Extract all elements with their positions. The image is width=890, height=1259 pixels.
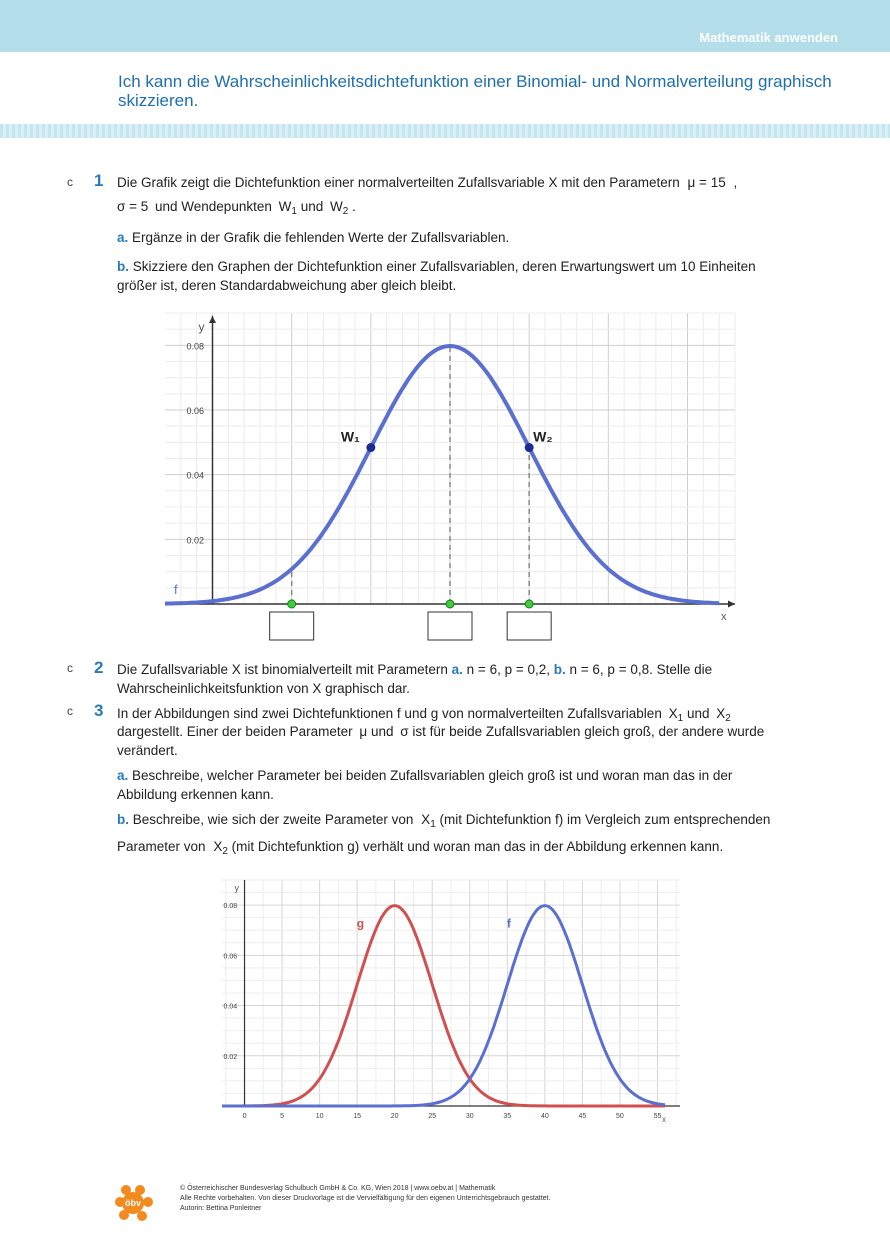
task3-b-x1: X	[421, 812, 431, 827]
task3-number: 3	[94, 701, 104, 720]
x-tick-label: 15	[353, 1113, 362, 1120]
task1-b-label: b.	[117, 259, 129, 274]
y-axis-label: y	[198, 320, 205, 334]
y-axis-arrow	[209, 316, 216, 323]
task1-a-text: Ergänze in der Grafik die fehlenden Werte der Zufallsvariablen.	[132, 230, 510, 245]
task1-und: und	[300, 199, 324, 214]
learning-goal: Ich kann die Wahrscheinlichkeitsdichtefunktion einer Binomial- und Normalverteilung graphisch skizzieren.	[118, 72, 832, 110]
task1-a	[117, 228, 817, 247]
curve-f-label: f	[506, 916, 511, 931]
answer-box	[507, 612, 551, 640]
x-tick-label: 55	[653, 1113, 662, 1120]
x-axis-label: x	[662, 1115, 666, 1124]
x-tick-label: 5	[280, 1113, 285, 1120]
x-tick-label: 40	[540, 1113, 549, 1120]
task2-b-label: b.	[553, 662, 566, 677]
task1-b-text: Skizziere den Graphen der Dichtefunktion einer Zufallsvariablen, deren Erwartungswert um 10 Einheiten größer ist, deren Standardabweichung aber gleich bleibt.	[117, 259, 756, 293]
task3-x2-sub: 2	[725, 713, 731, 724]
task3-sigma: σ	[400, 724, 409, 739]
y-tick-label: 0.04	[223, 1003, 238, 1011]
y-tick-label: 0.06	[186, 406, 205, 416]
task1-intro	[117, 173, 817, 192]
y-tick-label: 0.04	[186, 470, 205, 481]
task1-und-wende: und Wendepunkten	[155, 199, 272, 214]
curve-g-label: g	[356, 916, 365, 931]
task3-b-x1-sub: 1	[430, 819, 436, 830]
y-axis-label: y	[234, 883, 240, 893]
task3-line2b: ist für beide Zufallsvariablen gleich groß, der andere wurde verändert.	[117, 724, 765, 758]
footer-line1: © Österreichischer Bundesverlag Schulbuch GmbH & Co. KG, Wien 2018 | www.oebv.at | Mathematik	[180, 1185, 496, 1192]
task3-x1-sub: 1	[677, 713, 684, 724]
task3-a-text: Beschreibe, welcher Parameter bei beiden Zufallsvariablen gleich groß ist und woran man das in der Abbildung erkennen kann.	[117, 768, 733, 802]
footer-line2: Alle Rechte vorbehalten. Von dieser Druckvorlage ist die Vervielfältigung für den eigenen Unterrichtsgebrauch gestattet.	[180, 1195, 551, 1202]
task2-text1: Die Zufallsvariable X ist binomialverteilt mit Parametern	[117, 662, 448, 677]
task3-und: und	[686, 706, 710, 721]
x-tick-label: 45	[578, 1113, 587, 1120]
task3-x2: X	[716, 706, 726, 721]
x-tick-label: 10	[315, 1113, 324, 1120]
task3-mu: μ	[359, 724, 368, 739]
footer	[180, 1184, 550, 1214]
normal-density-chart	[160, 308, 740, 648]
x-tick-label: 0	[242, 1113, 247, 1120]
task2-a-text: n = 6, p = 0,2,	[466, 662, 550, 677]
task1-w1-sub: 1	[291, 206, 297, 217]
x-axis-arrow	[728, 601, 735, 608]
task1-w2: W	[330, 199, 343, 214]
logo-text: öbv	[124, 1198, 142, 1208]
x-marker	[446, 600, 454, 608]
section-title: Mathematik anwenden	[699, 30, 838, 45]
task1-a-label: a.	[117, 230, 129, 245]
task3-b-x2-sub: 2	[222, 846, 228, 857]
task1-sigma: σ = 5	[117, 199, 149, 214]
y-tick-label: 0.02	[186, 535, 205, 546]
task2-text	[117, 660, 757, 698]
task3-b-text2: (mit Dichtefunktion f) im Vergleich zum entsprechenden Parameter von	[117, 812, 771, 854]
task3-b-text3: (mit Dichtefunktion g) verhält und woran man das in der Abbildung erkennen kann.	[231, 839, 724, 854]
task1-w1: W	[278, 199, 292, 214]
y-tick-label: 0.08	[186, 341, 205, 352]
task1-b	[117, 257, 757, 295]
task1-period: .	[352, 199, 356, 214]
footer-line3: Autorin: Bettina Ponleitner	[180, 1205, 262, 1212]
y-tick-label: 0.06	[223, 953, 238, 961]
task1-intro-line2	[117, 197, 817, 221]
x-tick-label: 30	[465, 1113, 474, 1120]
task2-level: c	[67, 661, 73, 675]
task1-mu: μ = 15	[687, 175, 726, 190]
task3-b	[117, 809, 787, 863]
x-marker	[525, 600, 533, 608]
task2-number: 2	[94, 658, 104, 677]
inflection-point-label: W₂	[533, 428, 553, 445]
y-tick-label: 0.02	[223, 1053, 238, 1061]
x-tick-label: 35	[503, 1113, 512, 1120]
answer-box	[270, 612, 314, 640]
x-tick-label: 50	[616, 1113, 624, 1120]
task1-level: c	[67, 175, 73, 189]
task1-w2-sub: 2	[342, 206, 349, 217]
task3-und2: und	[370, 724, 394, 739]
task3-line2	[117, 722, 777, 760]
inflection-point	[366, 443, 375, 452]
x-marker	[288, 600, 296, 608]
task3-x1: X	[668, 706, 678, 721]
task3-a-label: a.	[117, 768, 129, 783]
task1-line1: Die Grafik zeigt die Dichtefunktion einer normalverteilten Zufallsvariable X mit den Parametern	[117, 175, 680, 190]
task3-b-text1: Beschreibe, wie sich der zweite Parameter von	[132, 812, 414, 827]
x-axis-label: x	[721, 611, 727, 623]
task2-b-text: n = 6, p = 0,8. Stelle die Wahrscheinlichkeitsfunktion von X graphisch dar.	[117, 662, 713, 696]
task3-b-x2: X	[213, 839, 223, 854]
task3-line2a: dargestellt. Einer der beiden Parameter	[117, 724, 353, 739]
task3-level: c	[67, 704, 73, 718]
x-tick-label: 20	[390, 1113, 399, 1120]
task3-b-label: b.	[117, 812, 129, 827]
two-density-chart	[200, 876, 690, 1126]
x-tick-label: 25	[428, 1113, 437, 1120]
oebv-logo	[114, 1184, 154, 1224]
task2-a-label: a.	[451, 662, 463, 677]
task3-a	[117, 766, 777, 804]
curve-f-label: f	[174, 582, 178, 597]
task1-comma: ,	[733, 175, 738, 190]
inflection-point-label: W₁	[340, 428, 360, 445]
task3-line1: In der Abbildungen sind zwei Dichtefunktionen f und g von normalverteilten Zufallsvariablen	[117, 706, 662, 721]
task1-number: 1	[94, 171, 104, 190]
decorative-stripe	[0, 124, 890, 138]
answer-box	[428, 612, 472, 640]
y-tick-label: 0.08	[223, 903, 238, 911]
